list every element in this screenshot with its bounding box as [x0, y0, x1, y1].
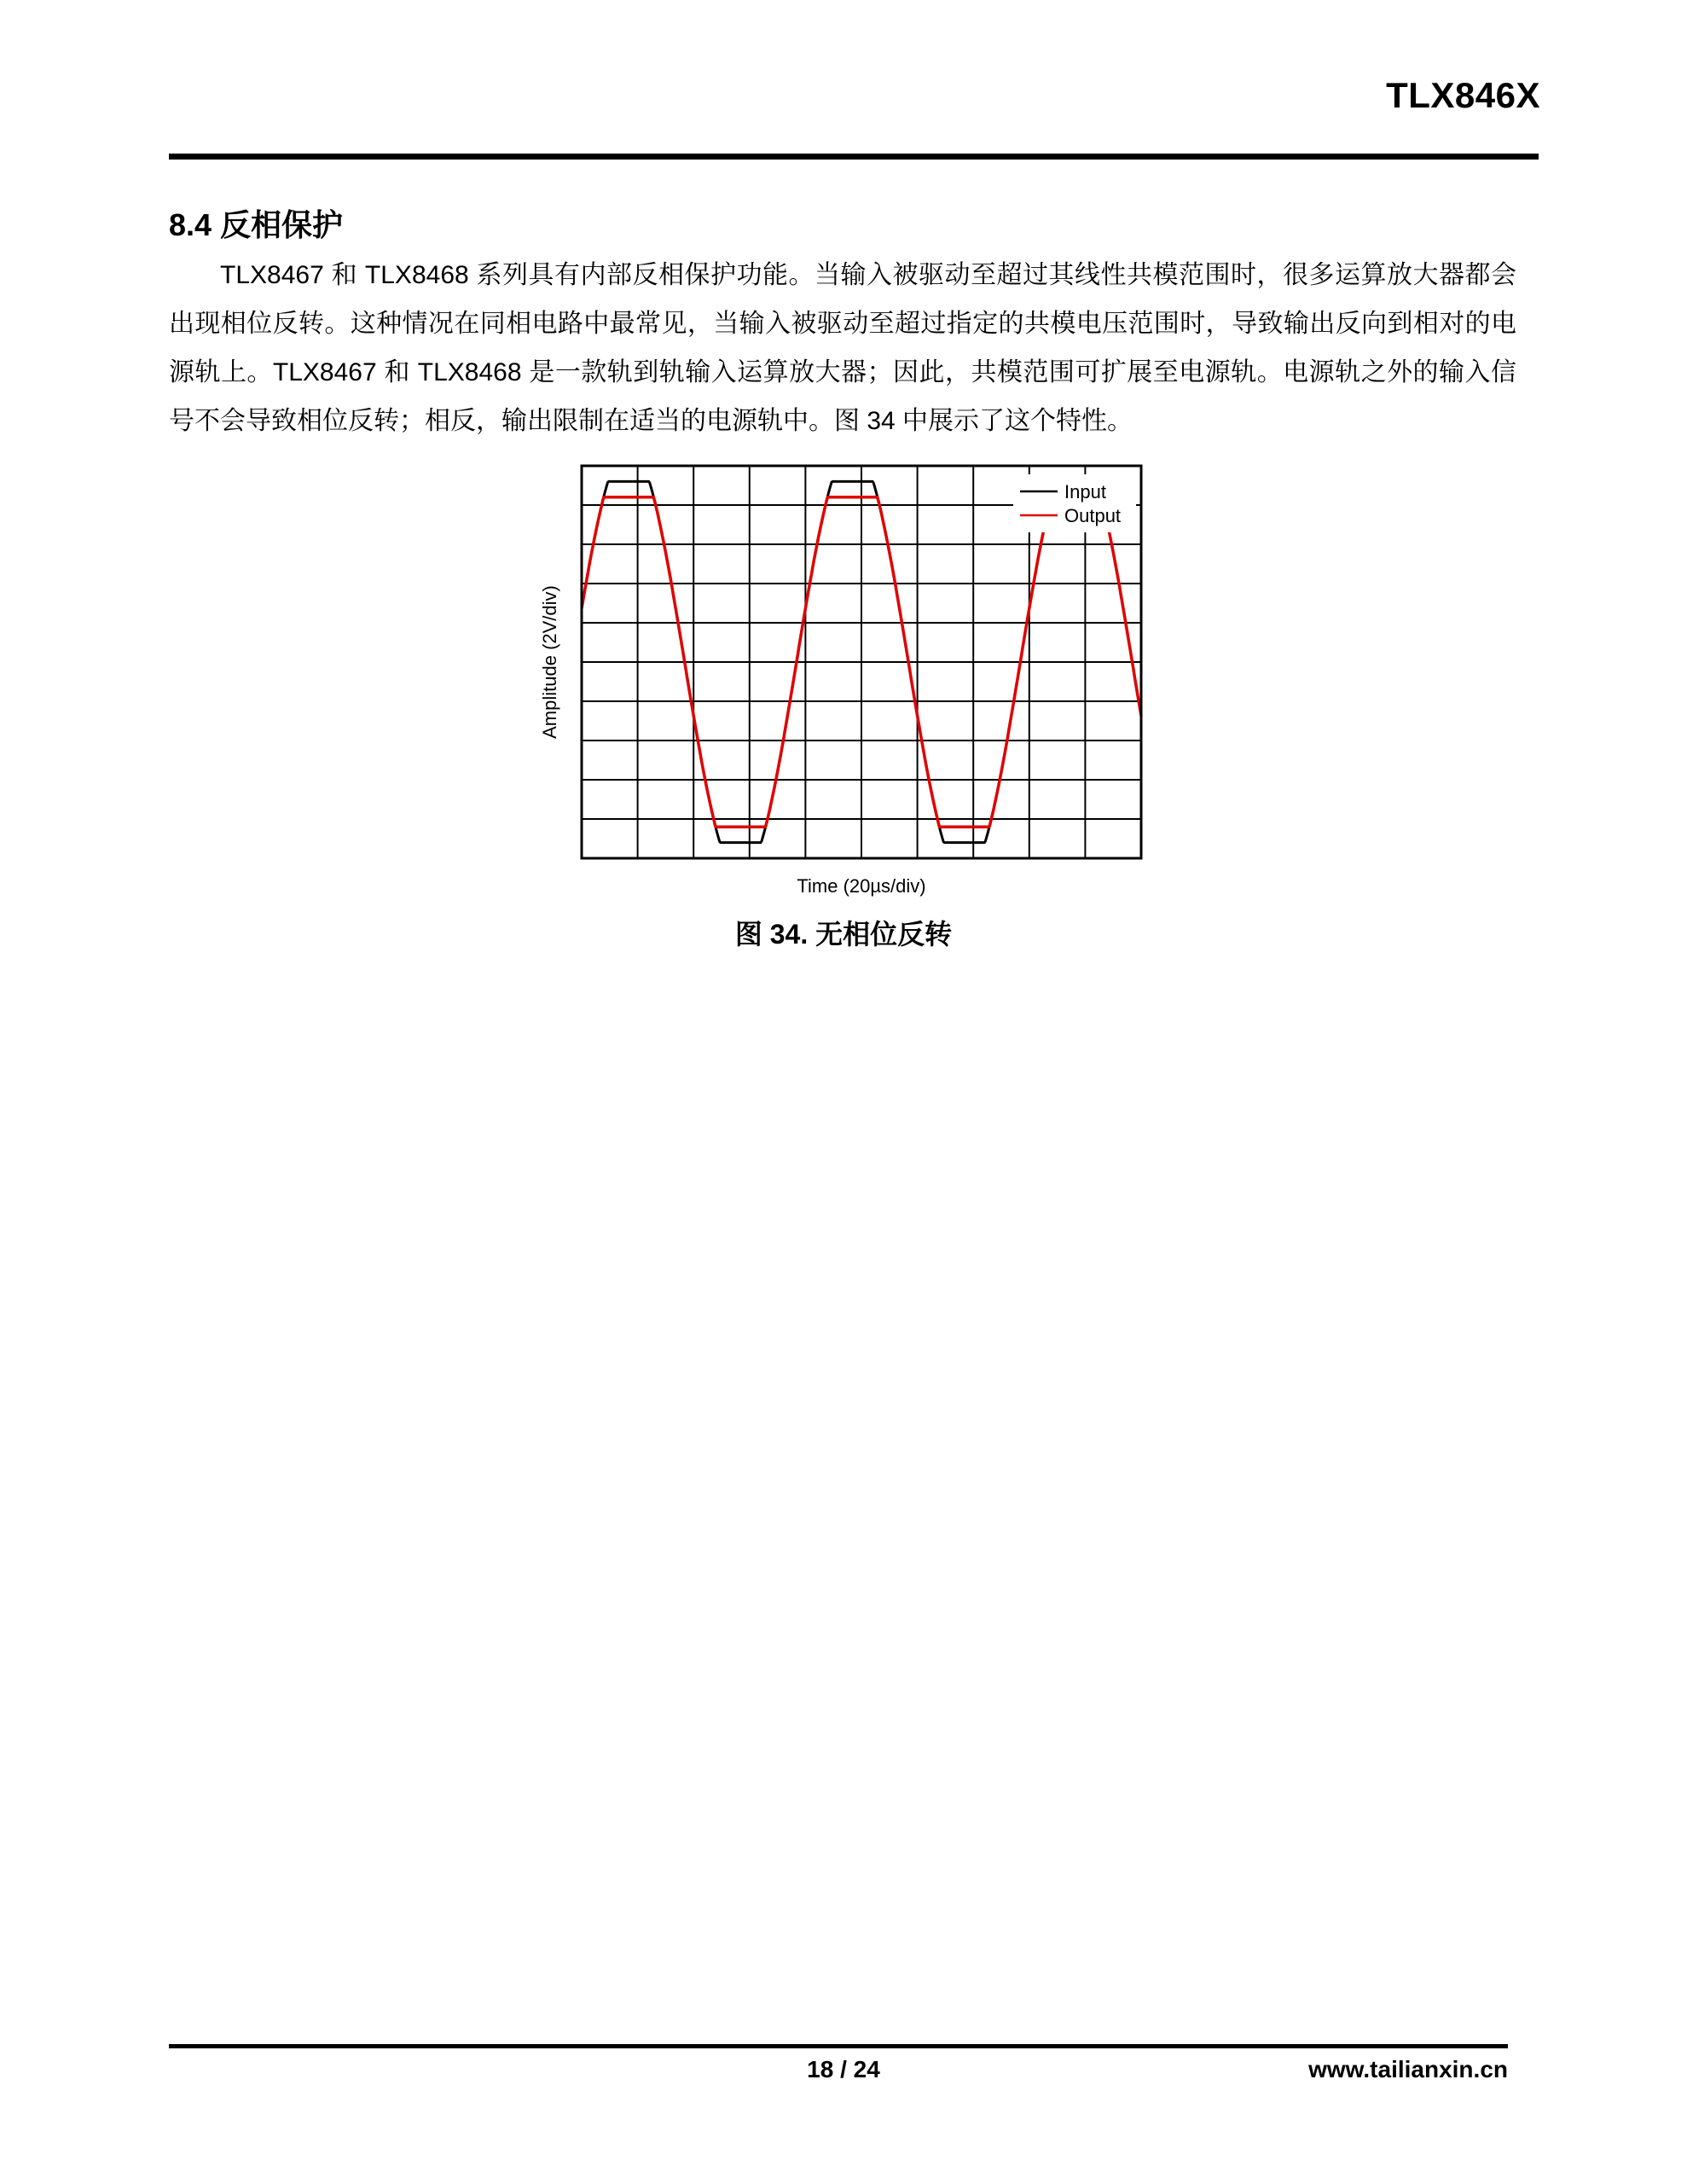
footer-divider	[169, 2044, 1508, 2048]
y-axis-label: Amplitude (2V/div)	[539, 585, 560, 739]
x-axis-label: Time (20µs/div)	[797, 875, 926, 897]
body-paragraph: TLX8467 和 TLX8468 系列具有内部反相保护功能。当输入被驱动至超过其线性共模范围时，很多运算放大器都会出现相位反转。这种情况在同相电路中最常见，当输入被驱动至超过指定的共模电压范围时，导致输出反向到相对的电源轨上。TLX8467 和 TLX8468 是一款轨到轨输入运算放大器；因此，共模范围可扩展至电源轨。电源轨之外的输入信号不会导致相位反转；相反，输出限制在适当的电源轨中。图 34 中展示了这个特性。	[169, 261, 1516, 435]
section-heading: 8.4 反相保护	[169, 207, 344, 242]
figure-caption: 图 34. 无相位反转	[734, 919, 953, 950]
chart-svg	[520, 452, 1168, 904]
header-divider	[169, 154, 1539, 160]
document-title: TLX846X	[1386, 75, 1540, 115]
legend	[1013, 474, 1136, 532]
legend-label-input: Input	[1064, 481, 1106, 502]
legend-label-output: Output	[1064, 505, 1122, 526]
page-number: 18 / 24	[807, 2056, 880, 2082]
footer-url: www.tailianxin.cn	[1308, 2056, 1508, 2082]
oscilloscope-figure	[520, 452, 1168, 904]
